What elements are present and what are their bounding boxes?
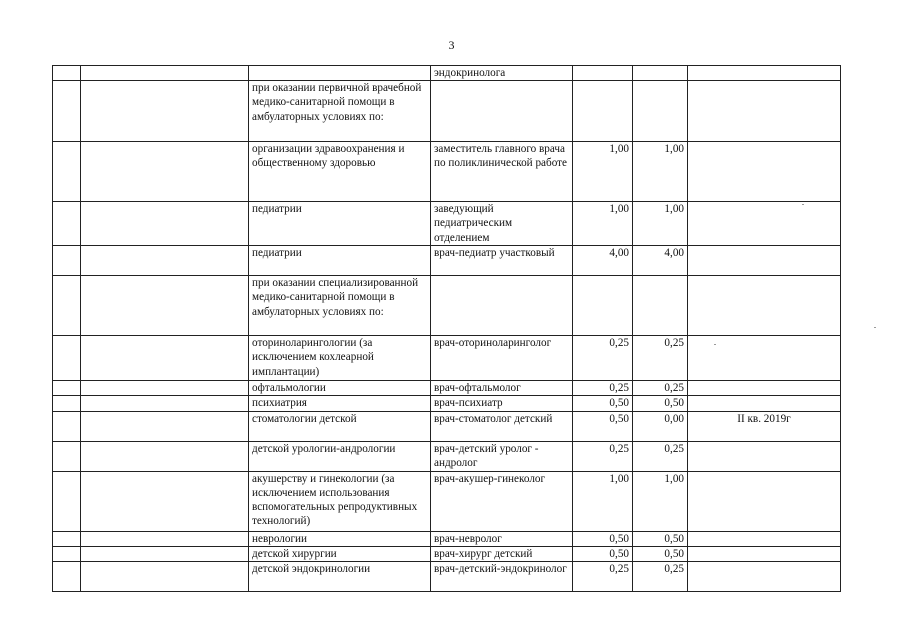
unit-cell (81, 202, 249, 246)
position-cell: врач-детский-эндокринолог (431, 562, 573, 592)
table-row (53, 562, 841, 592)
table-row (53, 531, 841, 546)
row-number-cell (53, 336, 81, 381)
position-cell: заместитель главного врача по поликлинической работе (431, 142, 573, 202)
table-row (53, 142, 841, 202)
rate-cell (573, 81, 633, 142)
row-number-cell (53, 142, 81, 202)
section-cell: детской эндокринологии (249, 562, 431, 592)
row-number-cell (53, 66, 81, 81)
rate-cell: 0,25 (633, 562, 688, 592)
rate-cell (573, 276, 633, 336)
unit-cell (81, 531, 249, 546)
section-cell: педиатрии (249, 246, 431, 276)
row-number-cell (53, 381, 81, 396)
unit-cell (81, 396, 249, 411)
rate-cell (633, 276, 688, 336)
row-number-cell (53, 546, 81, 561)
rate-cell: 0,50 (573, 546, 633, 561)
section-cell: педиатрии (249, 202, 431, 246)
rate-cell: 0,50 (633, 531, 688, 546)
rate-cell: 0,25 (573, 381, 633, 396)
row-number-cell (53, 202, 81, 246)
rate-cell: 1,00 (573, 471, 633, 531)
section-cell: оториноларингологии (за исключением кохлеарной имплантации) (249, 336, 431, 381)
rate-cell (633, 66, 688, 81)
table-row (53, 546, 841, 561)
unit-cell (81, 66, 249, 81)
note-cell (688, 562, 841, 592)
note-cell (688, 246, 841, 276)
rate-cell: 1,00 (633, 202, 688, 246)
position-cell: врач-офтальмолог (431, 381, 573, 396)
table-row (53, 396, 841, 411)
note-cell (688, 471, 841, 531)
position-cell: врач-невролог (431, 531, 573, 546)
unit-cell (81, 546, 249, 561)
section-cell: организации здравоохранения и общественному здоровью (249, 142, 431, 202)
position-cell: врач-акушер-гинеколог (431, 471, 573, 531)
scan-speck (874, 327, 876, 328)
row-number-cell (53, 562, 81, 592)
note-cell (688, 546, 841, 561)
rate-cell: 0,00 (633, 411, 688, 441)
table-row (53, 246, 841, 276)
rate-cell: 0,25 (633, 336, 688, 381)
unit-cell (81, 381, 249, 396)
table-row (53, 471, 841, 531)
row-number-cell (53, 471, 81, 531)
rate-cell: 4,00 (573, 246, 633, 276)
rate-cell: 1,00 (633, 142, 688, 202)
scan-speck (802, 204, 804, 205)
rate-cell: 0,25 (573, 441, 633, 471)
table-row (53, 202, 841, 246)
position-cell: врач-стоматолог детский (431, 411, 573, 441)
position-cell: врач-хирург детский (431, 546, 573, 561)
unit-cell (81, 471, 249, 531)
note-cell (688, 396, 841, 411)
unit-cell (81, 142, 249, 202)
row-number-cell (53, 531, 81, 546)
position-cell: врач-детский уролог - андролог (431, 441, 573, 471)
table-row (53, 66, 841, 81)
row-number-cell (53, 81, 81, 142)
unit-cell (81, 276, 249, 336)
note-cell (688, 381, 841, 396)
position-cell: заведующий педиатрическим отделением (431, 202, 573, 246)
note-cell (688, 202, 841, 246)
rate-cell: 0,25 (633, 381, 688, 396)
row-number-cell (53, 276, 81, 336)
unit-cell (81, 411, 249, 441)
section-cell (249, 66, 431, 81)
rate-cell: 0,50 (573, 396, 633, 411)
note-cell (688, 81, 841, 142)
rate-cell: 0,50 (633, 546, 688, 561)
rate-cell: 1,00 (573, 142, 633, 202)
rate-cell: 0,25 (573, 336, 633, 381)
scan-speck (714, 344, 716, 345)
note-cell: II кв. 2019г (688, 411, 841, 441)
section-cell: стоматологии детской (249, 411, 431, 441)
rate-cell: 1,00 (633, 471, 688, 531)
section-cell: детской урологии-андрологии (249, 441, 431, 471)
position-cell: врач-психиатр (431, 396, 573, 411)
row-number-cell (53, 411, 81, 441)
rate-cell: 0,50 (633, 396, 688, 411)
table-row (53, 336, 841, 381)
unit-cell (81, 246, 249, 276)
position-cell: эндокринолога (431, 66, 573, 81)
note-cell (688, 336, 841, 381)
section-cell: при оказании специализированной медико-санитарной помощи в амбулаторных условиях по: (249, 276, 431, 336)
position-cell: врач-оториноларинголог (431, 336, 573, 381)
note-cell (688, 142, 841, 202)
row-number-cell (53, 246, 81, 276)
table-row (53, 81, 841, 142)
rate-cell (573, 66, 633, 81)
section-cell: психиатрия (249, 396, 431, 411)
table-row (53, 441, 841, 471)
staffing-table (52, 65, 841, 592)
page-number: 3 (448, 38, 455, 52)
table-row (53, 381, 841, 396)
rate-cell: 0,50 (573, 411, 633, 441)
note-cell (688, 66, 841, 81)
section-cell: при оказании первичной врачебной медико-санитарной помощи в амбулаторных условиях по: (249, 81, 431, 142)
rate-cell: 0,25 (633, 441, 688, 471)
position-cell (431, 81, 573, 142)
section-cell: акушерству и гинекологии (за исключением использования вспомогательных репродуктивных технологий) (249, 471, 431, 531)
section-cell: детской хирургии (249, 546, 431, 561)
section-cell: неврологии (249, 531, 431, 546)
section-cell: офтальмологии (249, 381, 431, 396)
row-number-cell (53, 441, 81, 471)
table-row (53, 411, 841, 441)
position-cell: врач-педиатр участковый (431, 246, 573, 276)
unit-cell (81, 81, 249, 142)
note-cell (688, 441, 841, 471)
position-cell (431, 276, 573, 336)
table-row (53, 276, 841, 336)
unit-cell (81, 336, 249, 381)
unit-cell (81, 441, 249, 471)
rate-cell: 0,50 (573, 531, 633, 546)
note-cell (688, 531, 841, 546)
note-cell (688, 276, 841, 336)
rate-cell (633, 81, 688, 142)
rate-cell: 4,00 (633, 246, 688, 276)
rate-cell: 1,00 (573, 202, 633, 246)
row-number-cell (53, 396, 81, 411)
unit-cell (81, 562, 249, 592)
rate-cell: 0,25 (573, 562, 633, 592)
